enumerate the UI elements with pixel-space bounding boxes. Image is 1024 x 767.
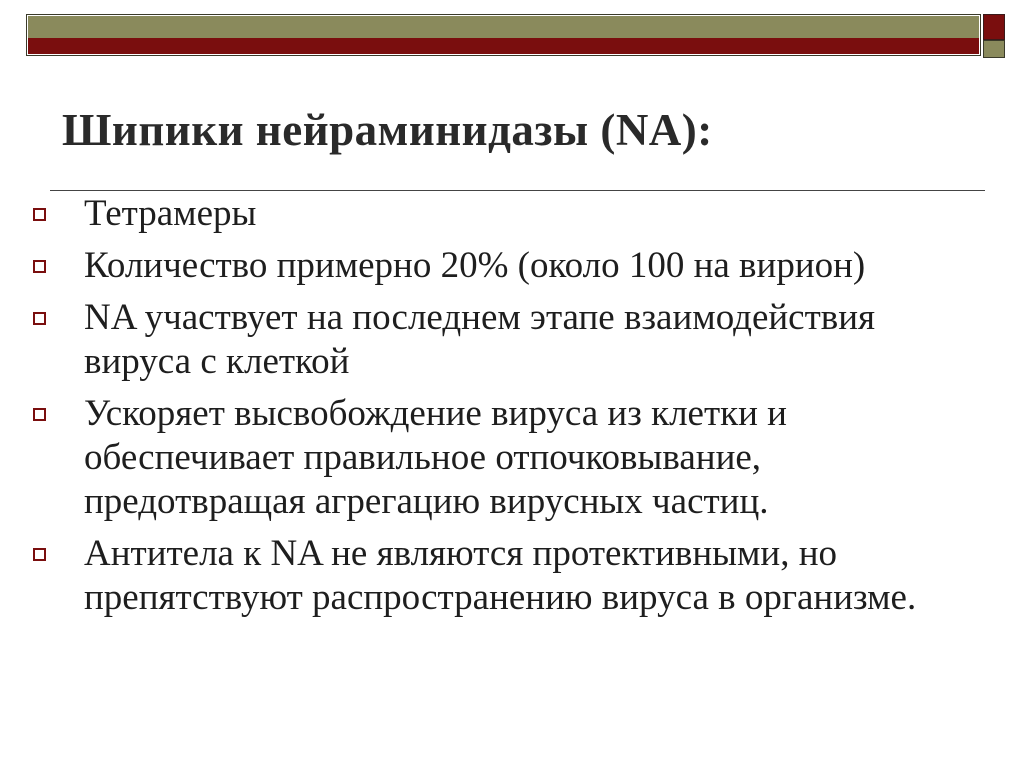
hollow-square-bullet-icon <box>33 312 46 325</box>
header-band-olive <box>28 16 979 38</box>
bullet-list <box>0 192 1024 628</box>
bullet-text: Количество примерно 20% (около 100 на вирион) <box>84 245 866 286</box>
title-divider <box>50 190 985 191</box>
bullet-item <box>0 392 984 524</box>
bullet-item <box>0 244 984 288</box>
hollow-square-bullet-icon <box>33 260 46 273</box>
hollow-square-bullet-icon <box>33 208 46 221</box>
bullet-item <box>0 192 984 236</box>
bullet-item <box>0 532 984 620</box>
corner-block-red <box>983 14 1005 40</box>
corner-block-olive <box>983 40 1005 58</box>
slide-title: Шипики нейраминидазы (NA): <box>62 105 713 155</box>
hollow-square-bullet-icon <box>33 548 46 561</box>
bullet-text: Антитела к NA не являются протективными, но препятствуют распространению вируса в организме. <box>84 533 917 618</box>
bullet-text: NA участвует на последнем этапе взаимодействия вируса с клеткой <box>84 297 876 382</box>
hollow-square-bullet-icon <box>33 408 46 421</box>
bullet-item <box>0 296 984 384</box>
bullet-text: Ускоряет высвобождение вируса из клетки и обеспечивает правильное отпочковывание, предотвращая агрегацию вирусных частиц. <box>84 393 787 522</box>
bullet-text: Тетрамеры <box>84 193 257 234</box>
header-band-red <box>28 38 979 54</box>
